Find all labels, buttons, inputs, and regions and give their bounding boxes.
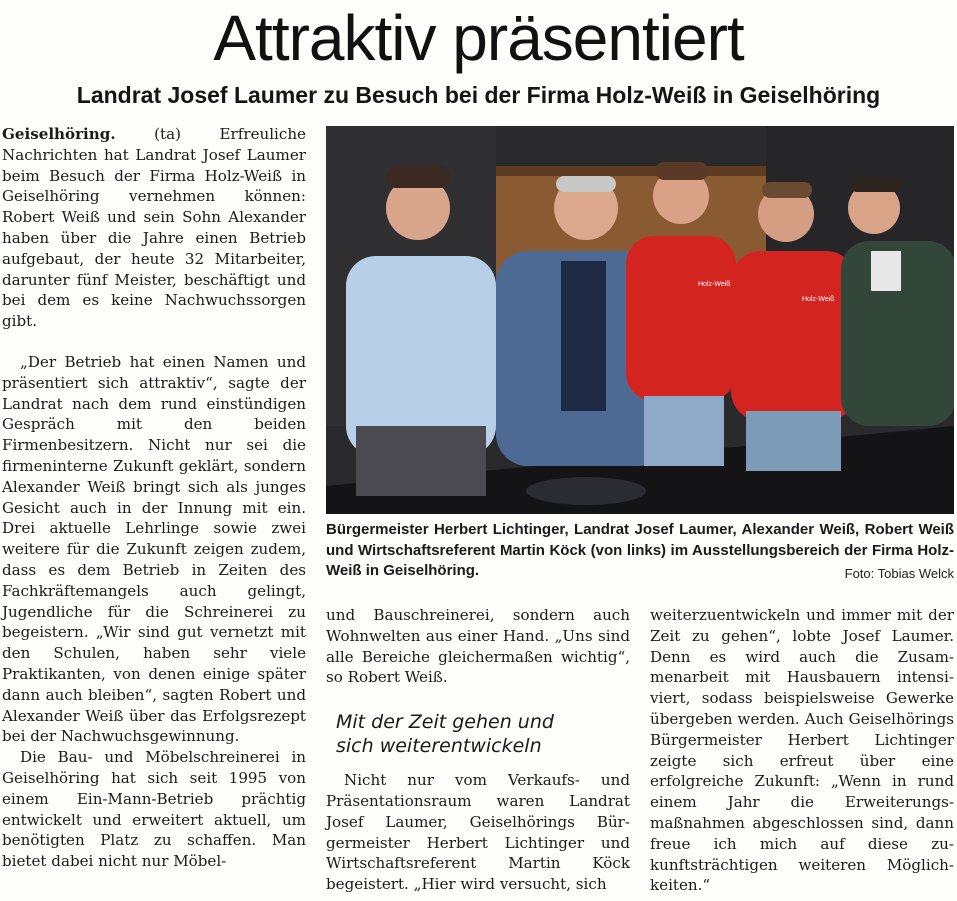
article-column-3: [650, 605, 954, 896]
paragraph-closing: weiterzuentwickeln und immer mit der Zeit zu gehen“, lobte Josef Laumer. Denn es wird auch die Zusammenarbeit mit Hausbauern intensiviert, sodass beispielsweise Gewerke übergeben werden. Auch Geiselhörings Bürgermeister Herbert Lichtinger zeigte sich erfreut über eine erfolgreiche Zukunft: „Wenn in rund einem Jahr die Erweiterungsmaßnahmen abgeschlossen sind, dann freue ich mich auf diese zukunftsträchtigen weiteren Möglichkeiten.“: [650, 606, 954, 895]
paragraph-gap: [2, 332, 306, 352]
section-heading-line-2: sich weiterentwickeln: [336, 735, 542, 758]
paragraph-visit: Nicht nur vom Verkaufs- und Präsentationsraum waren Landrat Josef Laumer, Geiselhörings Bürgermeister Herbert Lichtinger und Wirtschaftsreferent Martin Köck begeistert. „Hier wird versucht, sich: [326, 771, 630, 894]
paragraph-intro-text: (ta) Erfreuliche Nachrichten hat Landrat Josef Laumer beim Besuch der Firma Holz-Weiß in Geiselhöring vernehmen können: Robert Weiß und sein Sohn Alexander haben über die Jahre einen Betrieb aufgebaut, der heute 32 Mitarbeiter, darunter fünf Meister, beschäftigt und bei dem es keine Nachwuchssorgen gibt.: [2, 125, 306, 331]
group-photo-illustration: [326, 126, 954, 514]
photo-credit: Foto: Tobias Welck: [844, 566, 954, 581]
article-column-1: [2, 124, 306, 872]
paragraph-continued: und Bauschreinerei, sondern auch Wohnwelten aus einer Hand. „Uns sind alle Bereiche gleichermaßen wichtig“, so Robert Weiß.: [326, 606, 630, 687]
shirt-logo: Holz-Weiß: [698, 281, 731, 288]
section-heading-line-1: Mit der Zeit gehen und: [336, 711, 554, 734]
shirt-logo: Holz-Weiß: [802, 296, 835, 303]
paragraph-intro: [2, 124, 306, 332]
paragraph-history: Die Bau- und Möbelschreinerei in Geiselhöring hat sich seit 1995 von einem Ein-Mann-Betrieb prächtig entwickelt und erweitert aktuell, um benötigten Platz zu schaffen. Man bietet dabei nicht nur Möbel-: [2, 748, 306, 871]
section-heading: [336, 710, 630, 758]
paragraph-quote: „Der Betrieb hat einen Namen und präsentiert sich attraktiv“, sagte der Landrat nach dem rund einstündigen Gespräch mit den beiden Firmenbesitzern. Nicht nur sei die firmeninterne Zukunft geklärt, sondern Alexander Weiß bringt sich als junges Gesicht auch in der Innung mit ein. Drei aktuelle Lehrlinge sowie zwei weitere für die Zukunft zeigen zudem, dass es dem Betrieb in Zeiten des Fachkräftemangels auch gelingt, Jugendliche für die Schreinerei zu begeistern. „Wir sind gut vernetzt mit den Schulen, haben sehr viele Praktikanten, von denen einige später dann auch bleiben“, sagten Robert und Alexander Weiß über das Erfolgsrezept bei der Nachwuchsgewinnung.: [2, 352, 306, 746]
dateline: Geiselhöring.: [2, 125, 116, 143]
article-photo: [326, 126, 954, 514]
photo-caption: Bürgermeister Herbert Lichtinger, Landrat Josef Laumer, Alexander Weiß, Robert Weiß und Wirtschaftsreferent Martin Köck (von links) im Ausstellungsbereich der Firma Holz-Weiß in Geiselhöring.: [326, 521, 954, 579]
article-column-2: [326, 605, 630, 895]
subheadline: Landrat Josef Laumer zu Besuch bei der Firma Holz-Weiß in Geiselhöring: [76, 82, 881, 108]
headline: Attraktiv präsentiert: [213, 2, 744, 74]
